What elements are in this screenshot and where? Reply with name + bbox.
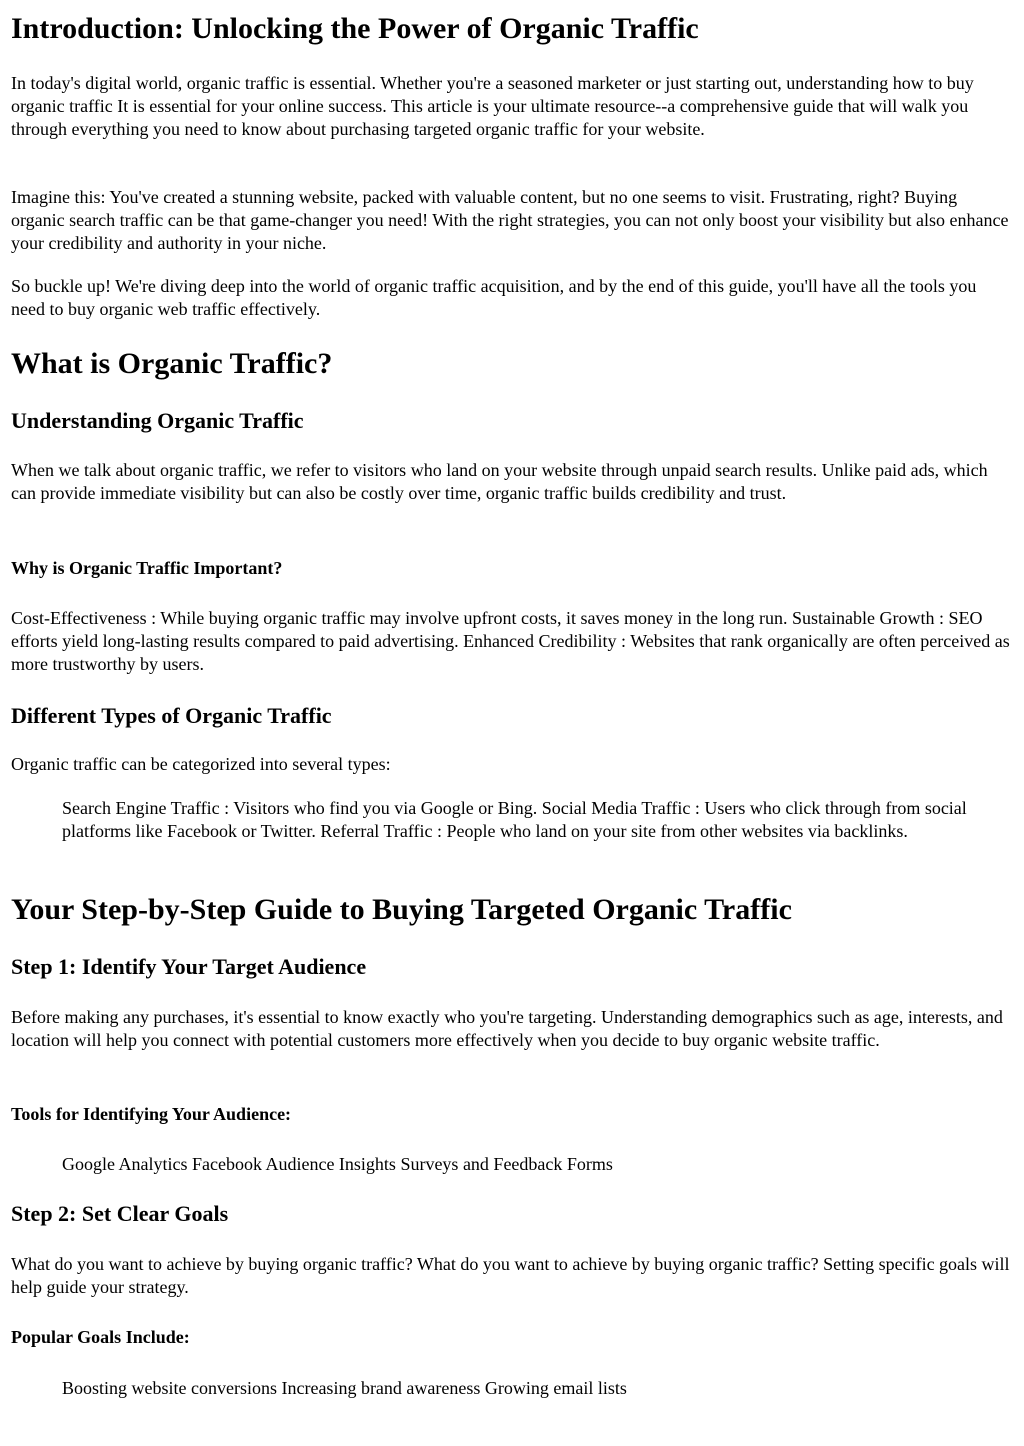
- intro-paragraph-2: Imagine this: You've created a stunning website, packed with valuable content, but no one seems to visit. Frustrating, right? Buying organic search traffic can be that game-changer you need! With the right strategies, you can not only boost your visibility but also enhance your credibility and authority in your niche.: [11, 187, 1009, 253]
- goals-list: Boosting website conversions Increasing brand awareness Growing email lists: [62, 1378, 627, 1398]
- why-important-paragraph: Cost-Effectiveness : While buying organic traffic may involve upfront costs, it saves money in the long run. Sustainable Growth : SEO efforts yield long-lasting results compared to paid advertising. Enhanced Credibility : Websites that rank organically are often perceived as more trustworthy by users.: [11, 608, 1010, 674]
- step-by-step-guide-heading: Your Step-by-Step Guide to Buying Targeted Organic Traffic: [11, 893, 792, 926]
- understanding-paragraph: When we talk about organic traffic, we refer to visitors who land on your website through unpaid search results. Unlike paid ads, which can provide immediate visibility but can also be costly over time, organic traffic builds credibility and trust.: [11, 460, 988, 503]
- step-2-paragraph: What do you want to achieve by buying organic traffic? What do you want to achieve by buying organic traffic? Setting specific goals will help guide your strategy.: [11, 1254, 1010, 1297]
- understanding-organic-traffic-heading: Understanding Organic Traffic: [11, 408, 304, 433]
- tools-list: Google Analytics Facebook Audience Insights Surveys and Feedback Forms: [62, 1154, 613, 1174]
- types-list: Search Engine Traffic : Visitors who find you via Google or Bing. Social Media Traffic : Users who click through from social platforms like Facebook or Twitter. Referral Traffic : People who land on your site from other websites via backlinks.: [62, 798, 967, 841]
- intro-paragraph-1: In today's digital world, organic traffic is essential. Whether you're a seasoned marketer or just starting out, understanding how to buy organic traffic It is essential for your online success. This article is your ultimate resource--a comprehensive guide that will walk you through everything you need to know about purchasing targeted organic traffic for your website.: [11, 73, 974, 139]
- types-intro-paragraph: Organic traffic can be categorized into several types:: [11, 754, 391, 774]
- types-heading: Different Types of Organic Traffic: [11, 703, 332, 728]
- step-1-paragraph: Before making any purchases, it's essential to know exactly who you're targeting. Understanding demographics such as age, interests, and location will help you connect with potential customers more effectively when you decide to buy organic website traffic.: [11, 1007, 1003, 1050]
- intro-heading: Introduction: Unlocking the Power of Organic Traffic: [11, 12, 699, 45]
- what-is-organic-traffic-heading: What is Organic Traffic?: [11, 347, 333, 380]
- tools-heading: Tools for Identifying Your Audience:: [11, 1104, 292, 1124]
- step-1-heading: Step 1: Identify Your Target Audience: [11, 954, 367, 979]
- why-important-heading: Why is Organic Traffic Important?: [11, 558, 283, 578]
- step-2-heading: Step 2: Set Clear Goals: [11, 1201, 229, 1226]
- popular-goals-heading: Popular Goals Include:: [11, 1327, 190, 1347]
- intro-paragraph-3: So buckle up! We're diving deep into the world of organic traffic acquisition, and by the end of this guide, you'll have all the tools you need to buy organic web traffic effectively.: [11, 276, 977, 319]
